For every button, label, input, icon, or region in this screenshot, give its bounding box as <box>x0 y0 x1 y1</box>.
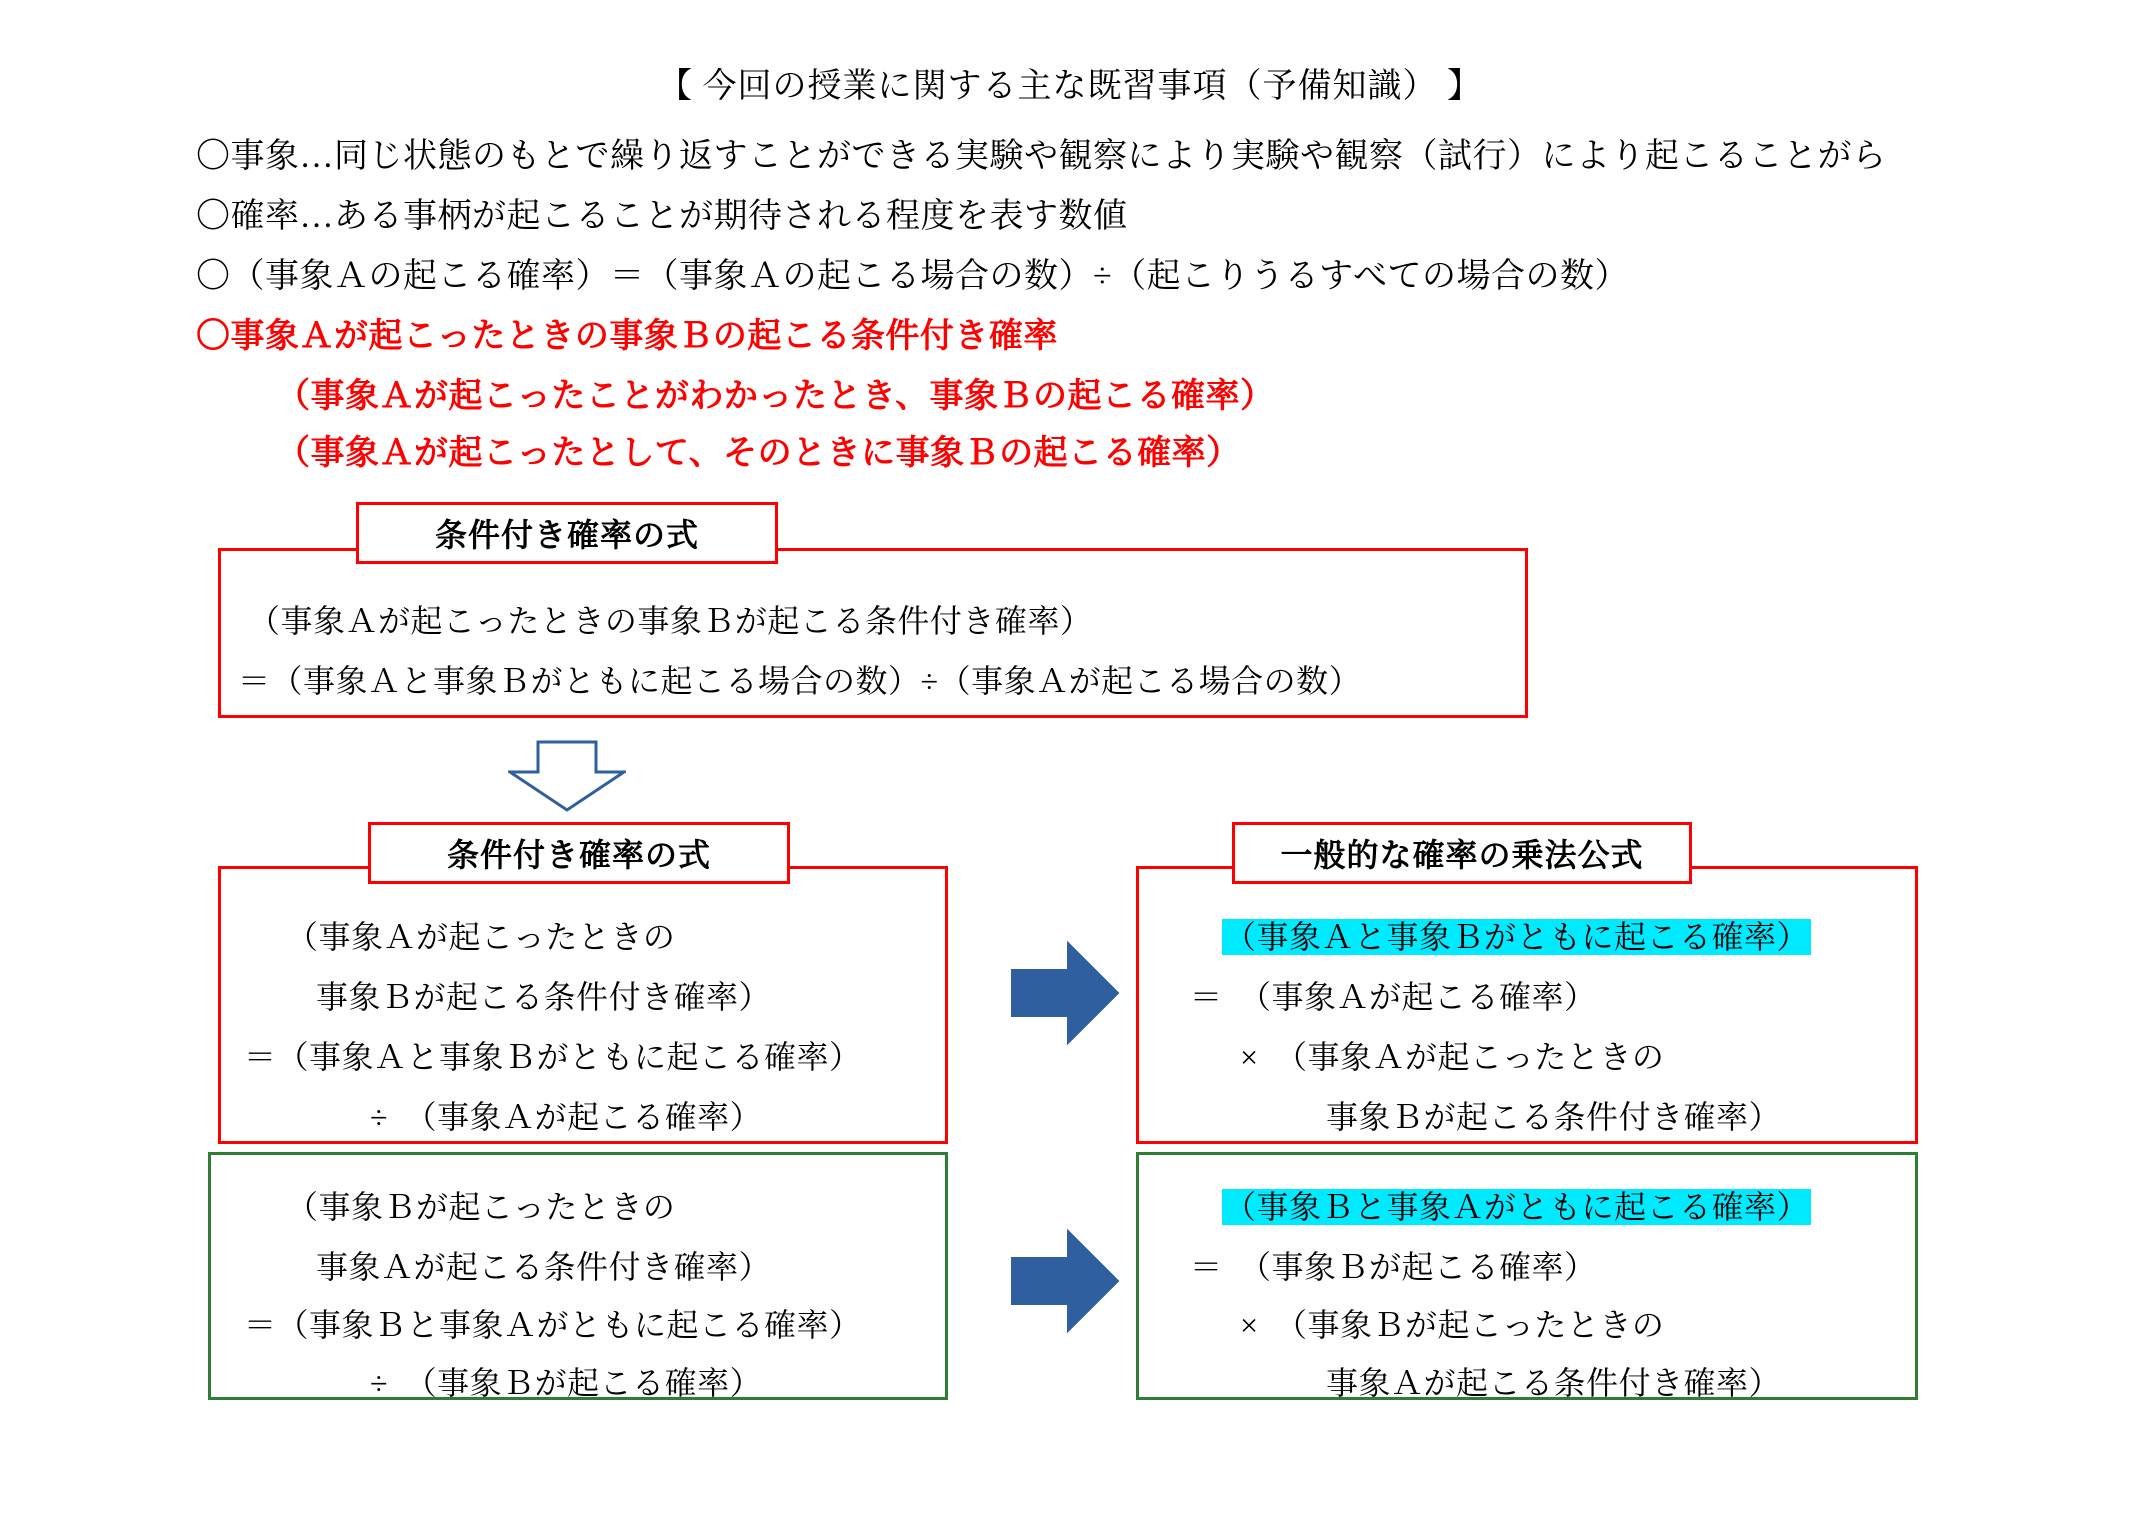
preamble-red-line-1: 〇事象Ａが起こったときの事象Ｂの起こる条件付き確率 <box>196 318 1058 355</box>
left-lower-line-3: ＝（事象Ｂと事象Ａがともに起こる確率） <box>244 1307 862 1343</box>
right-arrow-upper-icon <box>1010 940 1120 1046</box>
left-lower-line-4: ÷ （事象Ｂが起こる確率） <box>370 1365 763 1401</box>
page-title: 【 今回の授業に関する主な既習事項（予備知識） 】 <box>658 68 1482 105</box>
down-arrow-icon <box>508 740 626 812</box>
right-lower-highlight-text: （事象Ｂと事象Ａがともに起こる確率） <box>1224 1189 1810 1225</box>
left-upper-line-1: （事象Ａが起こったときの <box>286 919 676 955</box>
left-upper-line-2: 事象Ｂが起こる条件付き確率） <box>316 979 772 1015</box>
right-upper-line-3: 事象Ｂが起こる条件付き確率） <box>1326 1099 1782 1135</box>
right-lower-line-3: 事象Ａが起こる条件付き確率） <box>1326 1365 1782 1401</box>
right-upper-highlight-text: （事象Ａと事象Ｂがともに起こる確率） <box>1224 919 1810 955</box>
right-upper-line-2: × （事象Ａが起こったときの <box>1240 1039 1665 1075</box>
right-lower-line-1: ＝ （事象Ｂが起こる確率） <box>1190 1249 1597 1285</box>
right-upper-highlight-line <box>1222 912 1811 958</box>
right-upper-line-1: ＝ （事象Ａが起こる確率） <box>1190 979 1597 1015</box>
preamble-red-line-2: （事象Ａが起こったことがわかったとき、事象Ｂの起こる確率） <box>276 378 1275 415</box>
right-arrow-lower-icon <box>1010 1228 1120 1334</box>
preamble-red-line-3: （事象Ａが起こったとして、そのときに事象Ｂの起こる確率） <box>276 435 1241 472</box>
preamble-line-2: 〇確率…ある事柄が起こることが期待される程度を表す数値 <box>196 198 1128 235</box>
top-box-line-2: ＝（事象Ａと事象Ｂがともに起こる場合の数）÷（事象Ａが起こる場合の数） <box>238 663 1362 699</box>
left-upper-line-4: ÷ （事象Ａが起こる確率） <box>370 1099 763 1135</box>
left-lower-line-2: 事象Ａが起こる条件付き確率） <box>316 1249 772 1285</box>
preamble-line-3: 〇（事象Ａの起こる確率）＝（事象Ａの起こる場合の数）÷（起こりうるすべての場合の数） <box>196 258 1629 295</box>
left-lower-line-1: （事象Ｂが起こったときの <box>286 1189 676 1225</box>
right-lower-highlight-line <box>1222 1182 1811 1228</box>
left-upper-box-caption: 条件付き確率の式 <box>368 822 790 884</box>
right-upper-box-caption: 一般的な確率の乗法公式 <box>1232 822 1692 884</box>
top-box-caption: 条件付き確率の式 <box>356 502 778 564</box>
top-box-line-1: （事象Ａが起こったときの事象Ｂが起こる条件付き確率） <box>248 603 1093 639</box>
right-lower-line-2: × （事象Ｂが起こったときの <box>1240 1307 1665 1343</box>
preamble-line-1: 〇事象…同じ状態のもとで繰り返すことができる実験や観察により実験や観察（試行）により起こることがら <box>196 138 1887 175</box>
left-upper-line-3: ＝（事象Ａと事象Ｂがともに起こる確率） <box>244 1039 862 1075</box>
